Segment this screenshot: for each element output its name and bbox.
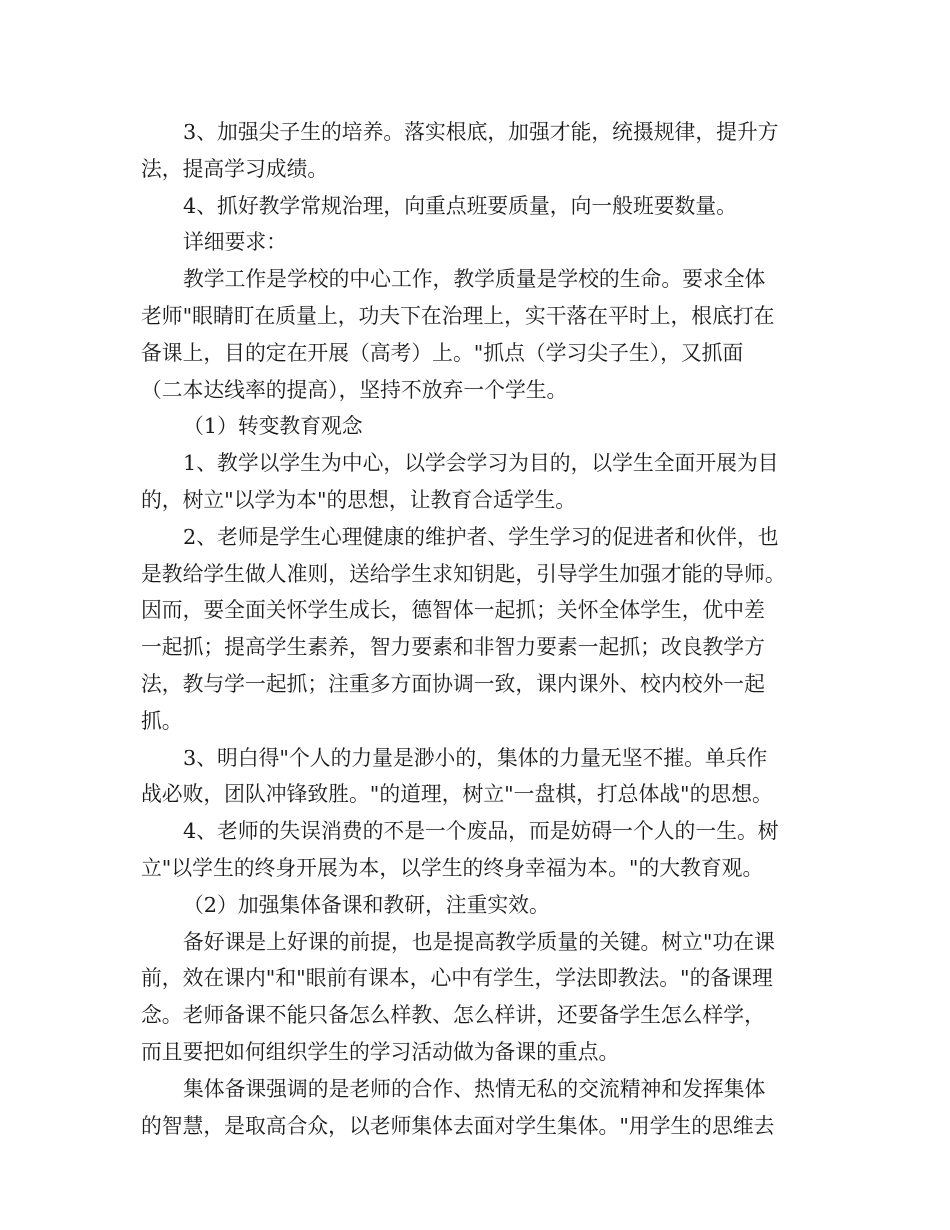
text-line: 集体备课强调的是老师的合作、热情无私的交流精神和发挥集体 xyxy=(183,1076,766,1101)
text-line: 的智慧，是取高合众，以老师集体去面对学生集体。"用学生的思维去 xyxy=(141,1113,775,1138)
text-line: 4、老师的失误消费的不是一个废品，而是妨碍一个人的一生。树 xyxy=(183,819,779,844)
text-line: 立"以学生的终身开展为本，以学生的终身幸福为本。"的大教育观。 xyxy=(141,855,764,880)
text-line: 前，效在课内"和"眼前有课本，心中有学生，学法即教法。"的备课理 xyxy=(141,966,773,991)
text-line: 是教给学生做人准则，送给学生求知钥匙，引导学生加强才能的导师。 xyxy=(141,561,786,586)
text-line: 因而，要全面关怀学生成长，德智体一起抓；关怀全体学生，优中差 xyxy=(141,598,765,623)
text-line: 法，教与学一起抓；注重多方面协调一致，课内课外、校内校外一起 xyxy=(141,671,765,696)
text-line: （二本达线率的提高），坚持不放弃一个学生。 xyxy=(141,377,568,402)
text-line: 备好课是上好课的前提，也是提高教学质量的关键。树立"功在课 xyxy=(183,929,775,954)
text-line: 1、教学以学生为中心，以学会学习为目的，以学生全面开展为目 xyxy=(183,451,779,476)
text-line: 念。老师备课不能只备怎么样教、怎么样讲，还要备学生怎么样学， xyxy=(141,1003,765,1028)
text-line: 3、明白得"个人的力量是渺小的，集体的力量无坚不摧。单兵作 xyxy=(183,745,768,770)
text-line: 老师"眼睛盯在质量上，功夫下在治理上，实干落在平时上，根底打在 xyxy=(141,303,775,328)
text-line: 4、抓好教学常规治理，向重点班要质量，向一般班要数量。 xyxy=(183,193,737,218)
text-line: 战必败，团队冲锋致胜。"的道理，树立"一盘棋，打总体战"的思想。 xyxy=(141,782,773,807)
document-page xyxy=(141,114,813,1144)
text-line: 的，树立"以学为本"的思想，让教育合适学生。 xyxy=(141,487,577,512)
text-line: 抓。 xyxy=(141,708,183,733)
text-line: 3、加强尖子生的培养。落实根底，加强才能，统摄规律，提升方 xyxy=(183,120,779,144)
text-line: 教学工作是学校的中心工作，教学质量是学校的生命。要求全体 xyxy=(183,267,766,292)
text-line: 法，提高学习成绩。 xyxy=(141,156,329,181)
subsection-heading: （1）转变教育观念 xyxy=(183,414,363,439)
text-line: 2、老师是学生心理健康的维护者、学生学习的促进者和伙伴，也 xyxy=(183,524,779,549)
subsection-heading: （2）加强集体备课和教研，注重实效。 xyxy=(183,892,550,917)
section-heading: 详细要求： xyxy=(183,230,287,255)
text-line: 而且要把如何组织学生的学习活动做为备课的重点。 xyxy=(141,1039,620,1064)
text-line: 一起抓；提高学生素养，智力要素和非智力要素一起抓；改良教学方 xyxy=(141,635,765,660)
text-line: 备课上，目的定在开展（高考）上。"抓点（学习尖子生），又抓面 xyxy=(141,340,744,365)
